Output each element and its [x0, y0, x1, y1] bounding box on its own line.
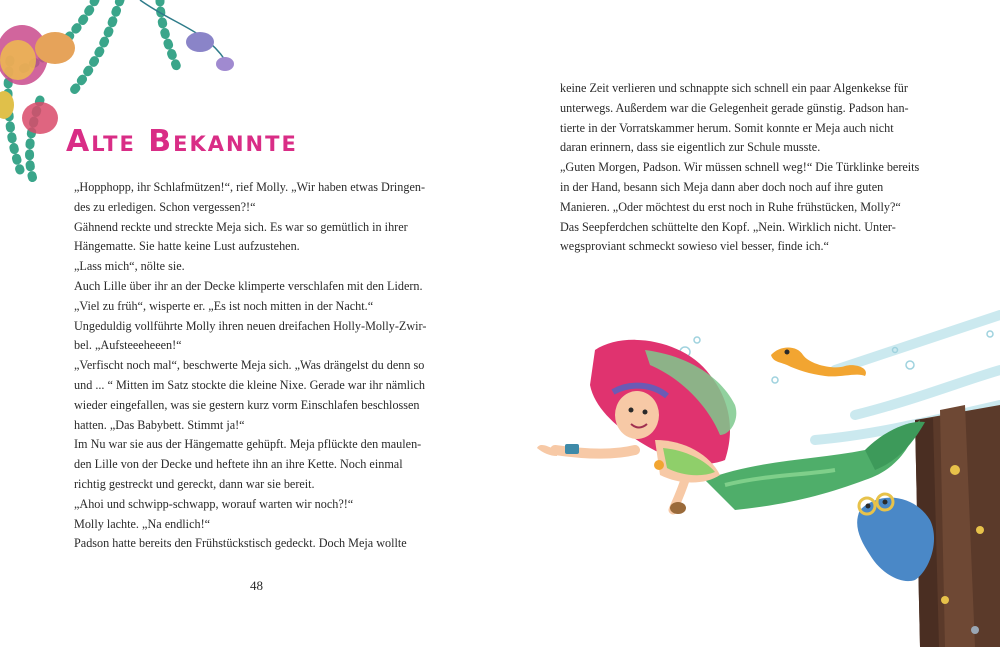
text-line: Im Nu war sie aus der Hängematte gehüpft. Meja pflückte den maulen-	[74, 437, 422, 452]
text-line: tierte in der Vorratskammer herum. Somit konnte er Meja auch nicht	[560, 120, 894, 135]
chapter-title: Alte Bekannte	[66, 124, 298, 159]
text-line: Hängematte. Sie hatte keine Lust aufzustehen.	[74, 239, 300, 254]
text-line: wieder eingefallen, was sie gestern kurz vorm Einschlafen beschlossen	[74, 397, 420, 412]
mermaid-illustration	[535, 310, 1000, 647]
right-page-text	[560, 79, 932, 257]
text-line: unterwegs. Außerdem war die Gelegenheit gerade günstig. Padson han-	[560, 100, 909, 115]
text-line: Das Seepferdchen schüttelte den Kopf. „Nein. Wirklich nicht. Unter-	[560, 219, 896, 234]
text-line: „Hopphopp, ihr Schlafmützen!“, rief Molly. „Wir haben etwas Dringen-	[74, 180, 426, 194]
text-line: „Lass mich“, nölte sie.	[74, 259, 185, 274]
text-line: Auch Lille über ihr an der Decke klimperte verschlafen mit den Lidern.	[74, 278, 423, 293]
text-line: bel. „Aufsteeeheeen!“	[74, 338, 182, 353]
text-line: daran erinnern, dass sie eigentlich zur Schule musste.	[560, 140, 821, 155]
text-line: Padson hatte bereits den Frühstückstisch gedeckt. Doch Meja wollte	[74, 536, 407, 551]
text-line: keine Zeit verlieren und schnappte sich schnell ein paar Algenkekse für	[560, 81, 908, 95]
text-line: Molly lachte. „Na endlich!“	[74, 516, 211, 531]
text-line: hatten. „Das Babybett. Stimmt ja!“	[74, 417, 245, 432]
text-line: den Lille von der Decke und heftete ihn an ihre Kette. Noch einmal	[74, 457, 403, 472]
page-number: 48	[250, 578, 263, 593]
text-line: „Ahoi und schwipp-schwapp, worauf warten wir noch?!“	[74, 496, 354, 511]
text-line: wegsproviant schmeckt sowieso viel besser, finde ich.“	[560, 239, 829, 254]
text-line: Manieren. „Oder möchtest du erst noch in Ruhe frühstücken, Molly?“	[560, 199, 901, 214]
left-page-text	[74, 178, 446, 554]
text-line: „Guten Morgen, Padson. Wir müssen schnell weg!“ Die Türklinke bereits	[560, 160, 920, 175]
seaweed-illustration	[0, 0, 250, 190]
text-line: richtig gestreckt und gereckt, dann war sie bereit.	[74, 476, 315, 491]
text-line: in der Hand, besann sich Meja dann aber doch noch auf ihre guten	[560, 179, 884, 194]
mermaid-figure	[537, 340, 736, 514]
text-line: „Viel zu früh“, wisperte er. „Es ist noch mitten in der Nacht.“	[74, 298, 374, 313]
text-line: „Verfischt noch mal“, beschwerte Meja sich. „Was drängelst du denn so	[74, 358, 425, 373]
text-line: und ... “ Mitten im Satz stockte die kleine Nixe. Gerade war ihr nämlich	[74, 377, 425, 392]
text-line: des zu erledigen. Schon vergessen?!“	[74, 199, 256, 214]
text-line: Gähnend reckte und streckte Meja sich. Es war so gemütlich in ihrer	[74, 219, 408, 234]
text-line: Ungeduldig vollführte Molly ihren neuen dreifachen Holly-Molly-Zwir-	[74, 318, 427, 333]
